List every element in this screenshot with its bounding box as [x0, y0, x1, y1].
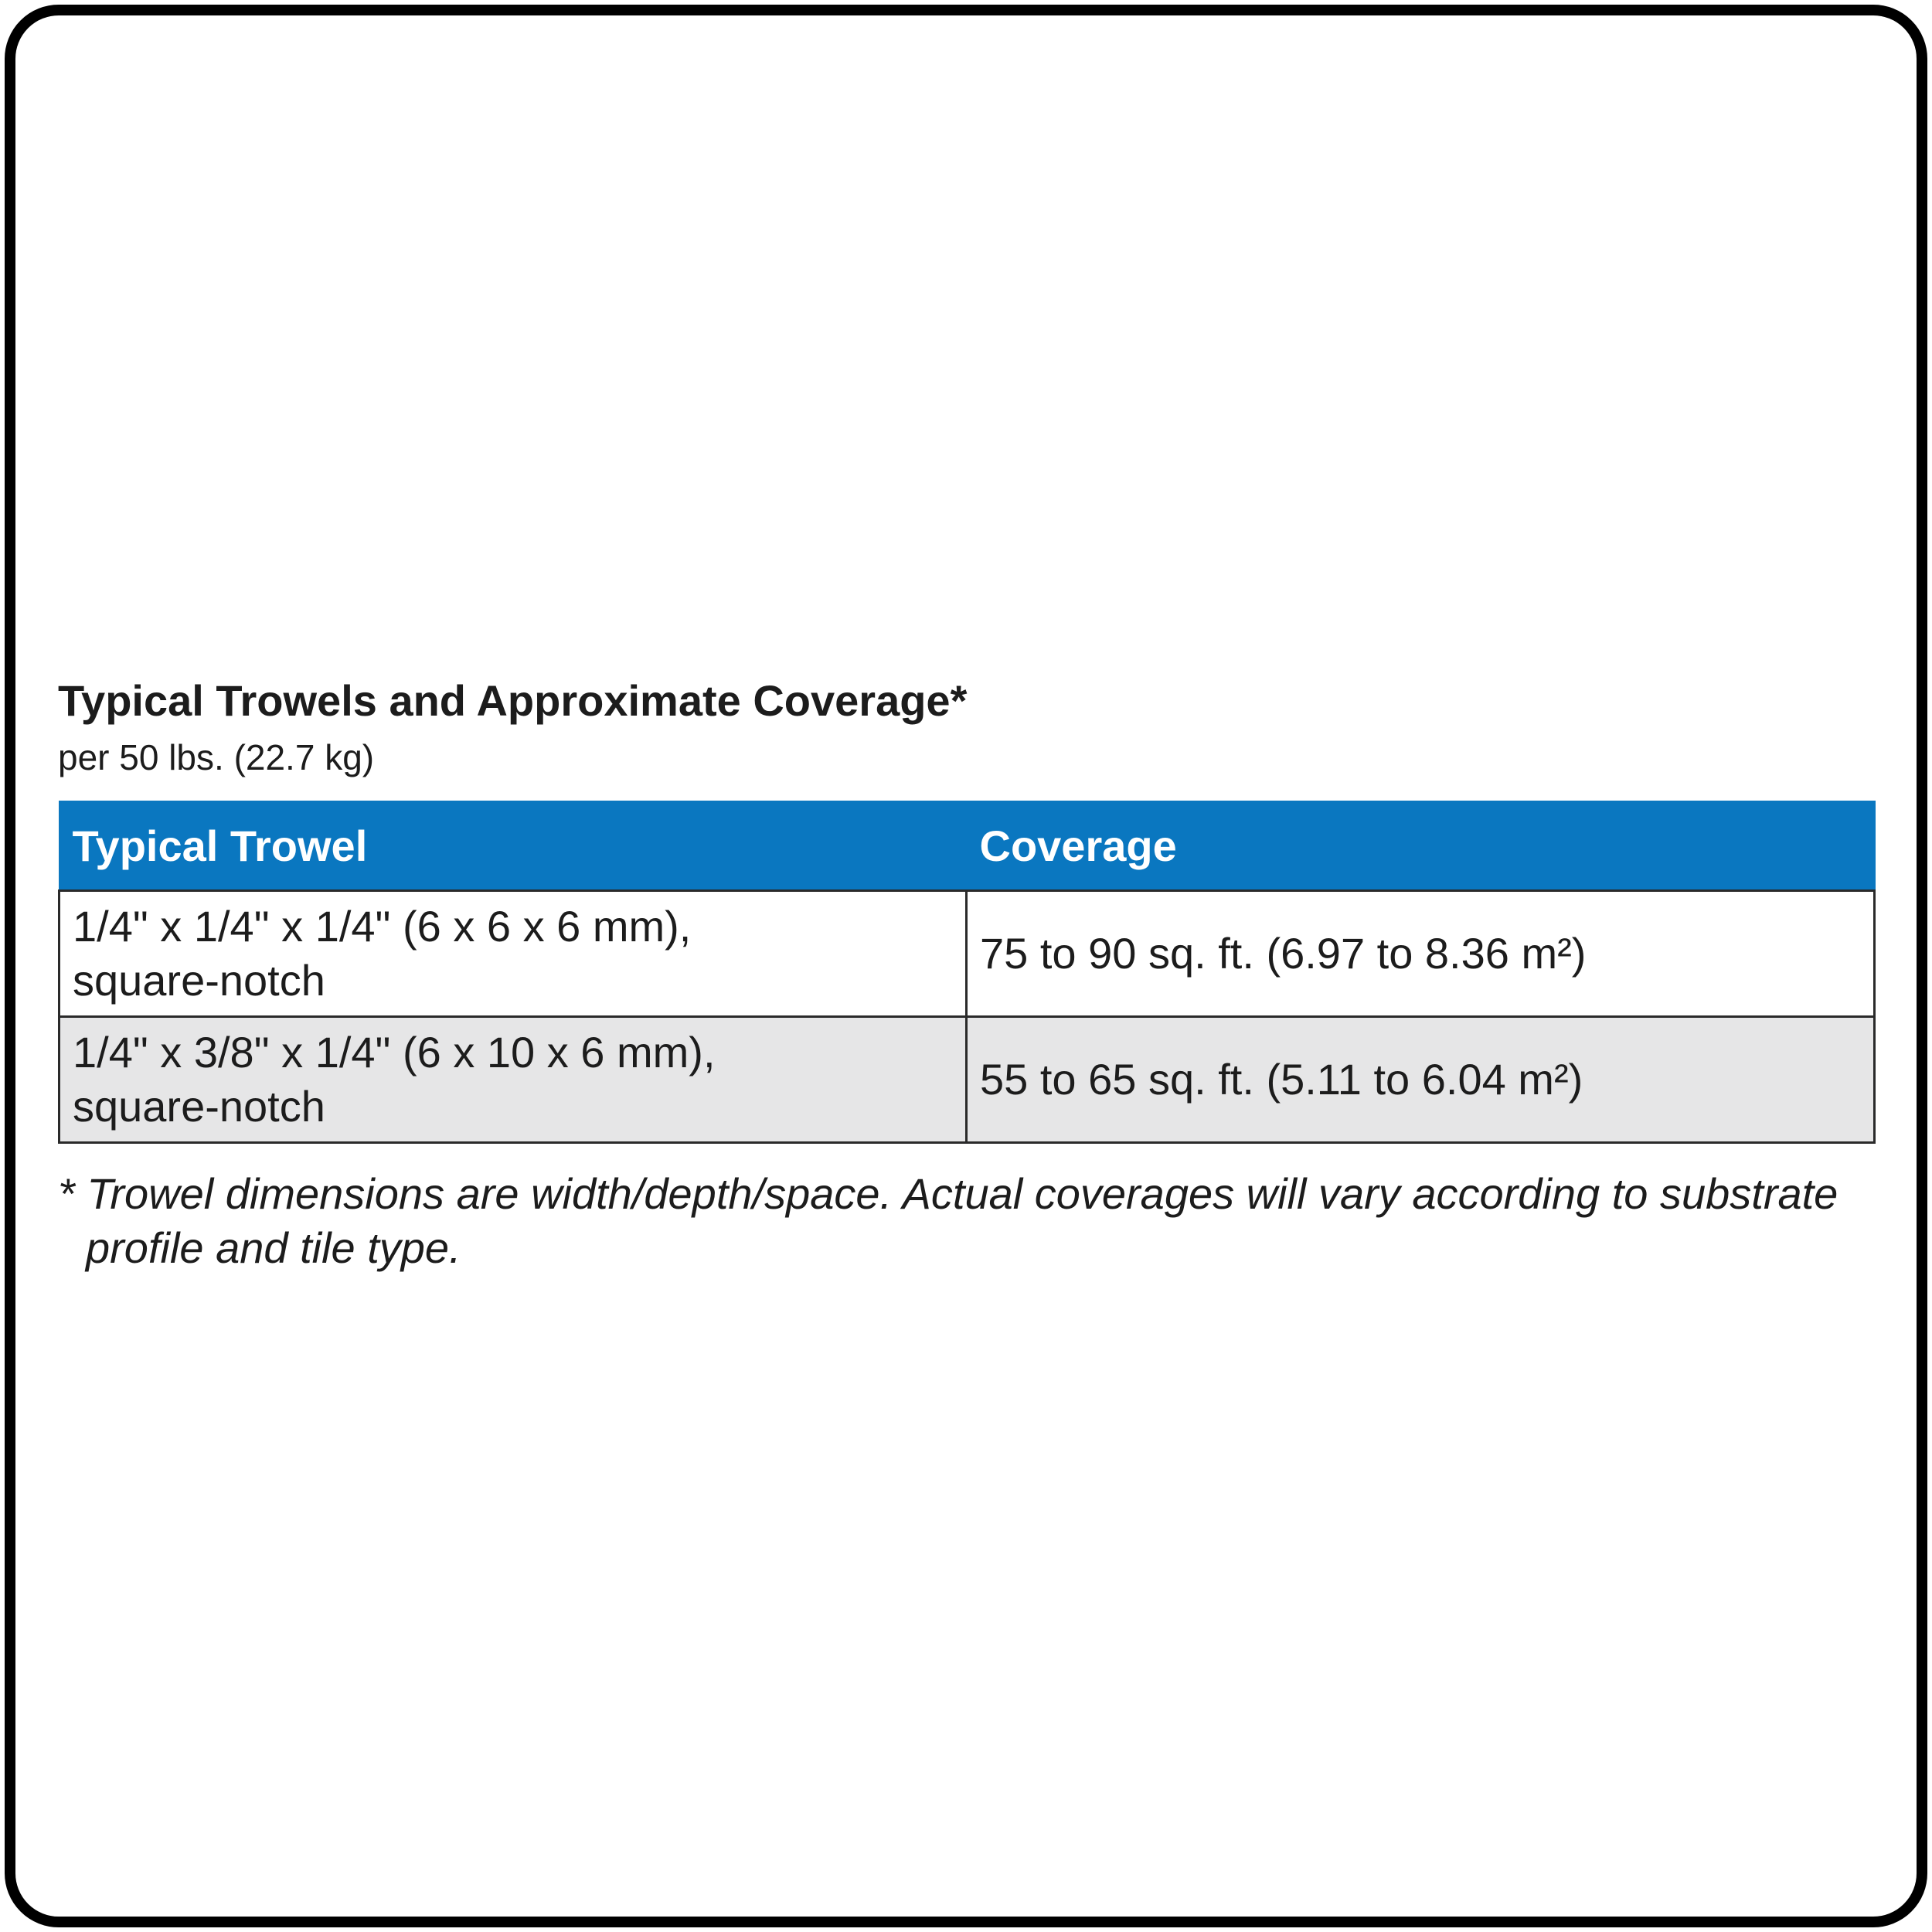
trowel-size: 1/4" x 3/8" x 1/4" (6 x 10 x 6 mm),: [73, 1028, 716, 1077]
trowel-notch: square-notch: [73, 956, 325, 1005]
trowel-cell: [60, 891, 967, 1017]
table-row: [60, 891, 1875, 1017]
coverage-section: [58, 674, 1876, 1275]
section-title: Typical Trowels and Approximate Coverage*: [58, 676, 968, 725]
trowel-notch: square-notch: [73, 1082, 325, 1131]
column-header-coverage: Coverage: [967, 801, 1875, 891]
trowel-cell: [60, 1017, 967, 1143]
table-header-row: [60, 801, 1875, 891]
coverage-table: [58, 801, 1876, 1144]
coverage-cell: 55 to 65 sq. ft. (5.11 to 6.04 m²): [967, 1017, 1875, 1143]
coverage-cell: 75 to 90 sq. ft. (6.97 to 8.36 m²): [967, 891, 1875, 1017]
column-header-trowel: Typical Trowel: [60, 801, 967, 891]
section-subtitle: per 50 lbs. (22.7 kg): [58, 737, 375, 777]
table-row: [60, 1017, 1875, 1143]
footnote: * Trowel dimensions are width/depth/space. Actual coverages will vary according to substrate profile and tile type.: [58, 1169, 1838, 1272]
trowel-size: 1/4" x 1/4" x 1/4" (6 x 6 x 6 mm),: [73, 902, 692, 951]
